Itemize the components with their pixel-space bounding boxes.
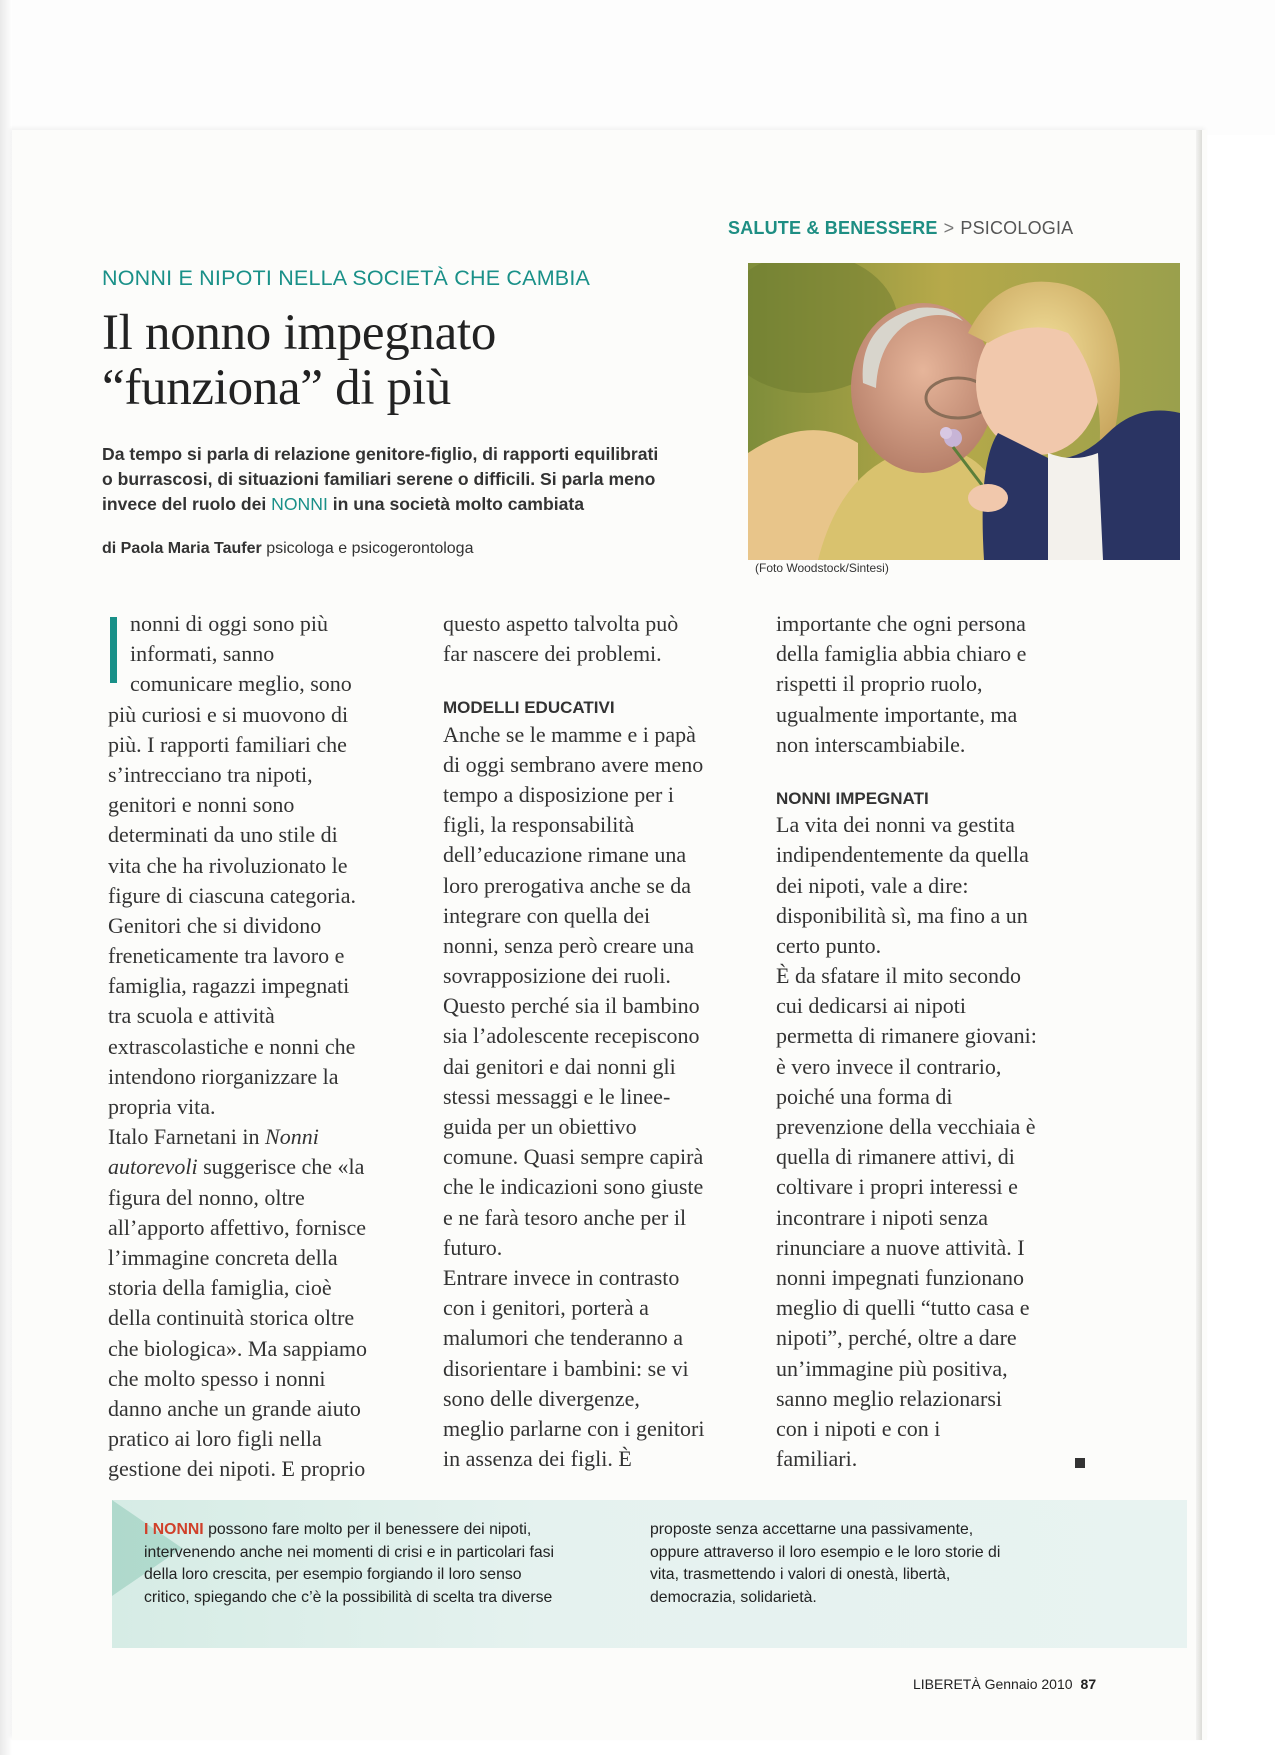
text-line: disorientare i bambini: se vi bbox=[443, 1355, 689, 1381]
text-line: propria vita. bbox=[108, 1094, 216, 1119]
text-line: di oggi sembrano avere meno bbox=[443, 751, 704, 777]
text-line: Genitori che si dividono bbox=[108, 912, 322, 938]
text-line: comunicare meglio, sono bbox=[130, 671, 352, 697]
text-line: ugualmente importante, ma bbox=[776, 701, 1018, 727]
text-line: che biologica». Ma sappiamo bbox=[108, 1335, 368, 1361]
callout-line bbox=[144, 1519, 554, 1542]
text-line: cui dedicarsi ai nipoti bbox=[776, 993, 966, 1019]
text-line: nonni, senza però creare una bbox=[443, 932, 695, 958]
text-line: Anche se le mamme e i papà bbox=[443, 721, 696, 747]
text-line: figure di ciascuna categoria. bbox=[108, 882, 356, 908]
text-line: loro prerogativa anche se da bbox=[443, 872, 691, 898]
callout-line: proposte senza accettarne una passivamente, bbox=[650, 1521, 974, 1538]
article-photo bbox=[748, 263, 1180, 560]
text-line: poiché una forma di bbox=[776, 1083, 953, 1109]
text-line: tra scuola e attività bbox=[108, 1003, 275, 1029]
text-line: meglio parlarne con i genitori bbox=[443, 1415, 705, 1441]
body-column-1 bbox=[108, 609, 418, 1484]
text-line: certo punto. bbox=[776, 932, 882, 958]
callout-text: possono fare molto per il benessere dei nipoti, bbox=[203, 1521, 532, 1538]
text-line: meglio di quelli “tutto casa e bbox=[776, 1295, 1030, 1321]
text-line: della continuità storica oltre bbox=[108, 1305, 355, 1331]
text-line: integrare con quella dei bbox=[443, 902, 651, 928]
callout-line: oppure attraverso il loro esempio e le loro storie di bbox=[650, 1543, 1001, 1561]
page-binding-edge bbox=[1196, 130, 1202, 1740]
text-line: con i nipoti e con i bbox=[776, 1415, 941, 1441]
lead-line: invece del ruolo dei bbox=[102, 494, 272, 514]
text-line: nonni di oggi sono più bbox=[130, 611, 329, 636]
text-line: che le indicazioni sono giuste bbox=[443, 1174, 704, 1200]
text-line: quella di rimanere attivi, di bbox=[776, 1144, 1015, 1170]
text-line: nipoti”, perché, oltre a dare bbox=[776, 1325, 1017, 1351]
page-number: 87 bbox=[1080, 1676, 1097, 1692]
callout-line: vita, trasmettendo i valori di onestà, libertà, bbox=[650, 1566, 951, 1583]
text-line: La vita dei nonni va gestita bbox=[776, 812, 1015, 838]
subheading-nonni-impegnati: NONNI IMPEGNATI bbox=[776, 788, 929, 808]
section-header bbox=[728, 218, 1073, 239]
article-kicker: NONNI E NIPOTI NELLA SOCIETÀ CHE CAMBIA bbox=[102, 266, 591, 290]
title-line: Il nonno impegnato bbox=[102, 305, 497, 361]
text-line: sovrapposizione dei ruoli. bbox=[443, 963, 671, 989]
text-line: famiglia, ragazzi impegnati bbox=[108, 973, 350, 999]
text-line: tempo a disposizione per i bbox=[443, 781, 674, 807]
text-line: della famiglia abbia chiaro e bbox=[776, 641, 1027, 667]
scan-left-edge bbox=[0, 0, 12, 1755]
text-line: gestione dei nipoti. E proprio bbox=[108, 1456, 366, 1482]
text-line: nonni impegnati funzionano bbox=[776, 1264, 1025, 1290]
text-line: guida per un obiettivo bbox=[443, 1114, 637, 1139]
lead-line: in una società molto cambiata bbox=[327, 494, 585, 514]
callout-line: critico, spiegando che c’è la possibilità di scelta tra diverse bbox=[144, 1588, 553, 1606]
lead-line: o burrascosi, di situazioni familiari serene o difficili. Si parla meno bbox=[102, 469, 656, 489]
subheading-modelli-educativi: MODELLI EDUCATIVI bbox=[443, 698, 615, 718]
byline bbox=[102, 540, 473, 558]
article-title bbox=[102, 306, 662, 416]
text-fragment: Italo Farnetani in bbox=[108, 1124, 266, 1150]
text-line: incontrare i nipoti senza bbox=[776, 1204, 988, 1230]
callout-line: democrazia, solidarietà. bbox=[650, 1588, 817, 1606]
text-line: Questo perché sia il bambino bbox=[443, 993, 700, 1019]
text-line: È da sfatare il mito secondo bbox=[776, 963, 1021, 989]
text-line: in assenza dei figli. È bbox=[443, 1446, 632, 1472]
lead-highlight: NONNI bbox=[271, 494, 328, 514]
page-footer bbox=[913, 1676, 1096, 1692]
author-name: Paola Maria Taufer bbox=[120, 540, 262, 557]
text-line: dei nipoti, vale a dire: bbox=[776, 872, 969, 898]
text-line: non interscambiabile. bbox=[776, 731, 966, 757]
text-fragment: suggerisce che «la bbox=[197, 1154, 365, 1180]
byline-prefix: di bbox=[102, 540, 117, 557]
text-line: che molto spesso i nonni bbox=[108, 1365, 326, 1391]
text-line: disponibilità sì, ma fino a un bbox=[776, 902, 1028, 928]
text-line: figli, la responsabilità bbox=[443, 812, 635, 838]
text-line: malumori che tenderanno a bbox=[443, 1325, 684, 1351]
book-title: autorevoli bbox=[108, 1154, 198, 1180]
text-line: determinati da uno stile di bbox=[108, 822, 338, 848]
text-line: più. I rapporti familiari che bbox=[108, 731, 347, 757]
callout-right-column bbox=[650, 1519, 1000, 1609]
text-line: è vero invece il contrario, bbox=[776, 1053, 1002, 1079]
text-line: rispetti il proprio ruolo, bbox=[776, 671, 983, 697]
text-line: sanno meglio relazionarsi bbox=[776, 1385, 1003, 1411]
text-line: sono delle divergenze, bbox=[443, 1385, 640, 1411]
title-line: “funziona” di più bbox=[102, 360, 451, 416]
text-line: permetta di rimanere giovani: bbox=[776, 1023, 1037, 1049]
text-line: l’immagine concreta della bbox=[108, 1244, 338, 1270]
body-column-2 bbox=[443, 609, 753, 1474]
callout-left-column bbox=[144, 1519, 554, 1609]
text-line: pratico ai loro figli nella bbox=[108, 1426, 322, 1452]
text-line: freneticamente tra lavoro e bbox=[108, 943, 345, 969]
text-line: storia della famiglia, cioè bbox=[108, 1275, 332, 1301]
article-lead bbox=[102, 442, 732, 517]
book-title: Nonni bbox=[265, 1124, 319, 1150]
text-line: sia l’adolescente recepiscono bbox=[443, 1023, 700, 1049]
paragraph-gap bbox=[443, 669, 753, 689]
callout-highlight: I NONNI bbox=[144, 1521, 204, 1538]
section-subcategory: PSICOLOGIA bbox=[960, 218, 1074, 238]
text-line: prevenzione della vecchiaia è bbox=[776, 1114, 1036, 1139]
text-line: e ne farà tesoro anche per il bbox=[443, 1204, 687, 1230]
text-line: importante che ogni persona bbox=[776, 611, 1026, 636]
lead-line: Da tempo si parla di relazione genitore-figlio, di rapporti equilibrati bbox=[102, 444, 659, 464]
text-line: stessi messaggi e le linee- bbox=[443, 1083, 671, 1109]
text-line: familiari. bbox=[776, 1446, 858, 1472]
section-separator: > bbox=[943, 218, 955, 238]
text-line: intendono riorganizzare la bbox=[108, 1063, 339, 1089]
body-column-3 bbox=[776, 609, 1086, 1474]
text-line: coltivare i propri interessi e bbox=[776, 1174, 1018, 1200]
paragraph-gap bbox=[776, 760, 1086, 780]
callout-line: della loro crescita, per esempio forgiando il loro senso bbox=[144, 1566, 522, 1583]
text-line: vita che ha rivoluzionato le bbox=[108, 852, 348, 878]
end-of-article-mark bbox=[1075, 1458, 1085, 1468]
callout-line: intervenendo anche nei momenti di crisi e in particolari fasi bbox=[144, 1543, 555, 1561]
text-line: dell’educazione rimane una bbox=[443, 842, 687, 868]
text-line bbox=[108, 1122, 418, 1152]
author-role: psicologa e psicogerontologa bbox=[266, 540, 474, 557]
text-line: Entrare invece in contrasto bbox=[443, 1264, 680, 1290]
text-line: genitori e nonni sono bbox=[108, 792, 295, 818]
text-line: figura del nonno, oltre bbox=[108, 1184, 305, 1210]
text-line: rinunciare a nuove attività. I bbox=[776, 1234, 1025, 1260]
text-line: danno anche un grande aiuto bbox=[108, 1395, 361, 1421]
text-line: con i genitori, porterà a bbox=[443, 1295, 649, 1321]
text-line: futuro. bbox=[443, 1234, 503, 1260]
scan-background bbox=[0, 0, 1275, 135]
text-line: informati, sanno bbox=[130, 641, 275, 667]
photo-credit: (Foto Woodstock/Sintesi) bbox=[755, 561, 889, 575]
text-line: dai genitori e dai nonni gli bbox=[443, 1053, 676, 1079]
text-line: più curiosi e si muovono di bbox=[108, 701, 349, 727]
section-category: SALUTE & BENESSERE bbox=[728, 218, 938, 238]
text-line: far nascere dei problemi. bbox=[443, 641, 662, 667]
grandfather-granddaughter-photo bbox=[748, 263, 1180, 560]
text-line: s’intrecciano tra nipoti, bbox=[108, 761, 313, 787]
text-line: comune. Quasi sempre capirà bbox=[443, 1144, 704, 1170]
magazine-issue: LIBERETÀ Gennaio 2010 bbox=[913, 1676, 1073, 1692]
text-line: questo aspetto talvolta può bbox=[443, 611, 679, 636]
text-line: all’apporto affettivo, fornisce bbox=[108, 1214, 366, 1240]
text-line: un’immagine più positiva, bbox=[776, 1355, 1008, 1381]
text-line bbox=[108, 1152, 418, 1182]
text-line: extrascolastiche e nonni che bbox=[108, 1033, 356, 1059]
text-line: indipendentemente da quella bbox=[776, 842, 1029, 868]
